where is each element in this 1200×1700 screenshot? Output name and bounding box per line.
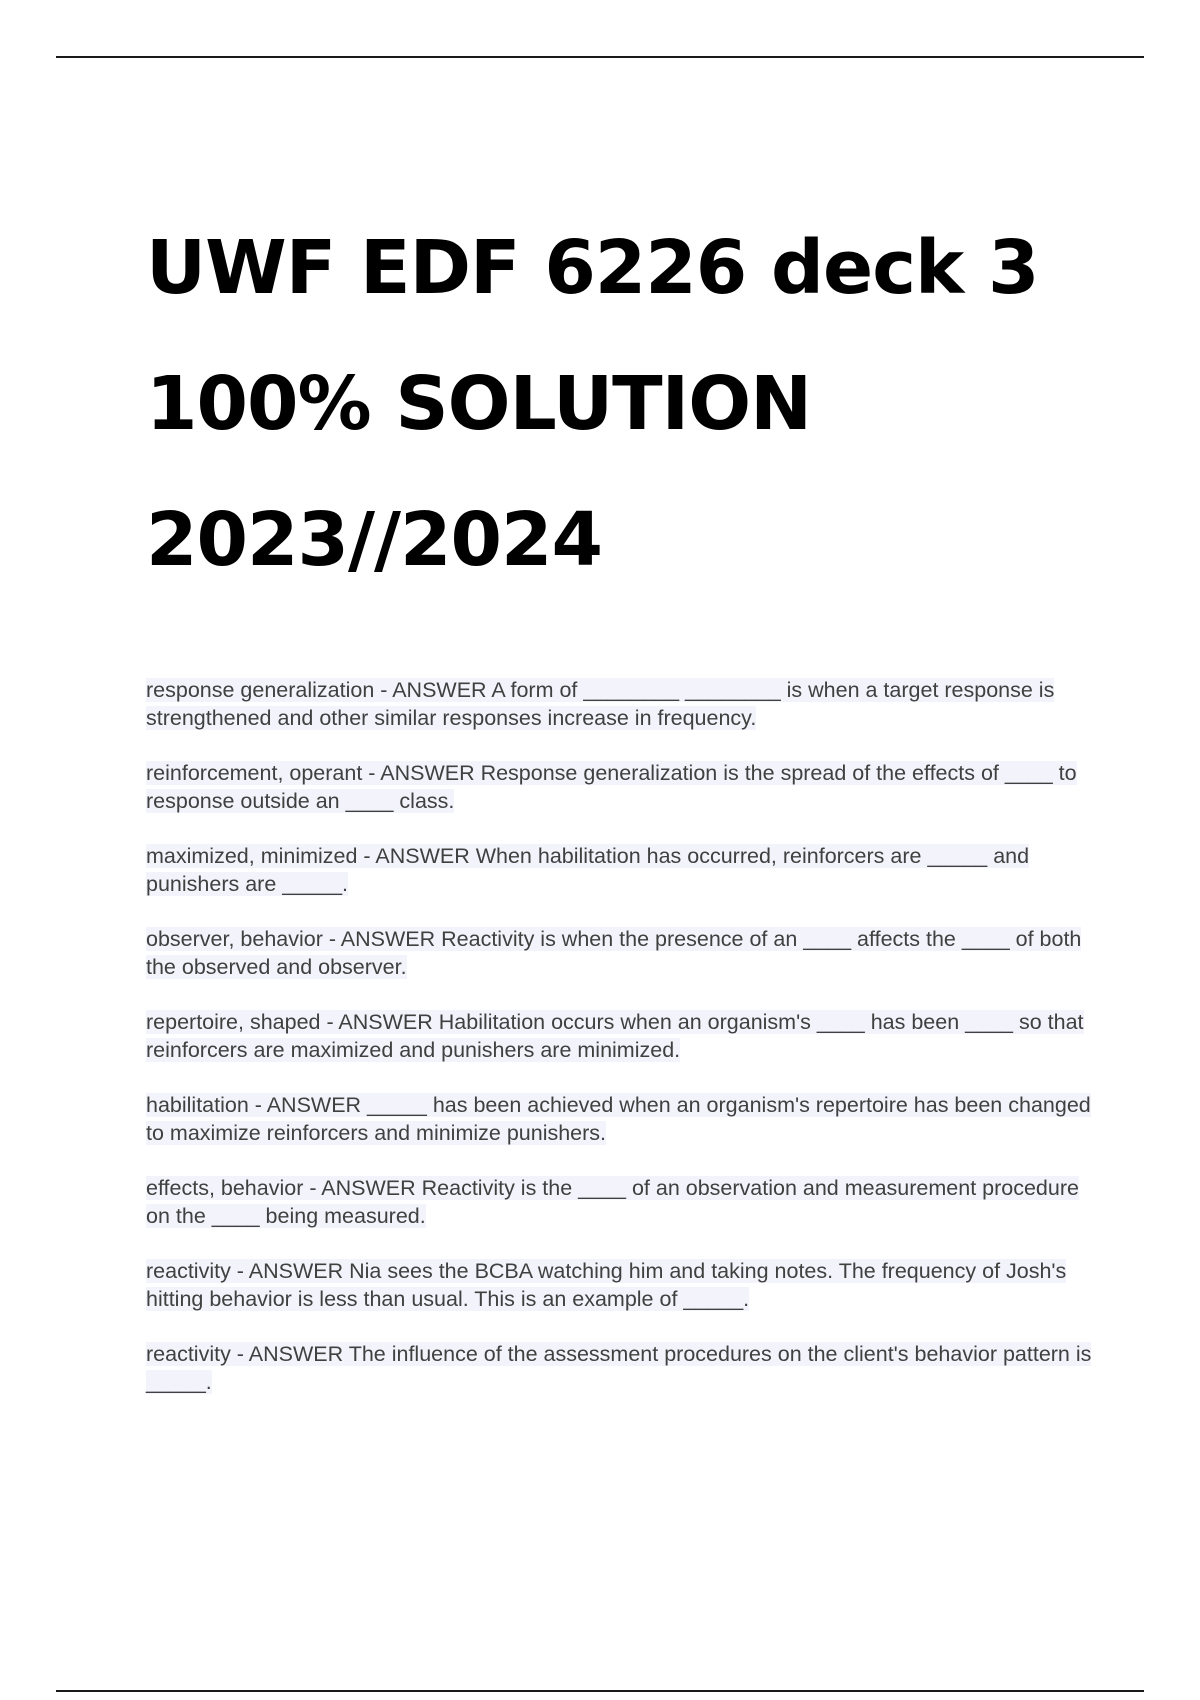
flashcard-text: reactivity - ANSWER Nia sees the BCBA watching him and taking notes. The frequency of Josh's hitting behavior is less than usual. This is an example of _____. xyxy=(146,1259,1067,1311)
flashcard-text: habilitation - ANSWER _____ has been achieved when an organism's repertoire has been changed to maximize reinforcers and minimize punishers. xyxy=(146,1093,1091,1145)
flashcard-entry xyxy=(146,925,1096,981)
flashcard-list xyxy=(146,676,1096,1423)
flashcard-entry xyxy=(146,1091,1096,1147)
flashcard-entry xyxy=(146,1008,1096,1064)
flashcard-entry xyxy=(146,1174,1096,1230)
flashcard-entry xyxy=(146,759,1096,815)
header-rule xyxy=(56,56,1144,58)
flashcard-text: response generalization - ANSWER A form of ________ ________ is when a target response is strengthened and other similar responses increase in frequency. xyxy=(146,678,1055,730)
flashcard-text: reactivity - ANSWER The influence of the assessment procedures on the client's behavior pattern is _____. xyxy=(146,1342,1092,1394)
title-line-1: UWF EDF 6226 deck 3 xyxy=(146,225,1039,311)
flashcard-entry xyxy=(146,1340,1096,1396)
flashcard-text: maximized, minimized - ANSWER When habilitation has occurred, reinforcers are _____ and punishers are _____. xyxy=(146,844,1030,896)
flashcard-entry xyxy=(146,676,1096,732)
flashcard-entry xyxy=(146,842,1096,898)
flashcard-text: effects, behavior - ANSWER Reactivity is the ____ of an observation and measurement procedure on the ____ being measured. xyxy=(146,1176,1079,1228)
flashcard-text: observer, behavior - ANSWER Reactivity is when the presence of an ____ affects the ____ of both the observed and observer. xyxy=(146,927,1082,979)
flashcard-entry xyxy=(146,1257,1096,1313)
document-title xyxy=(146,200,1106,608)
title-line-3: 2023//2024 xyxy=(146,497,602,583)
title-line-2: 100% SOLUTION xyxy=(146,361,812,447)
flashcard-text: reinforcement, operant - ANSWER Response generalization is the spread of the effects of ____ to response outside an ____ class. xyxy=(146,761,1077,813)
flashcard-text: repertoire, shaped - ANSWER Habilitation occurs when an organism's ____ has been ____ so that reinforcers are maximized and punishers are minimized. xyxy=(146,1010,1084,1062)
footer-rule xyxy=(56,1690,1144,1692)
